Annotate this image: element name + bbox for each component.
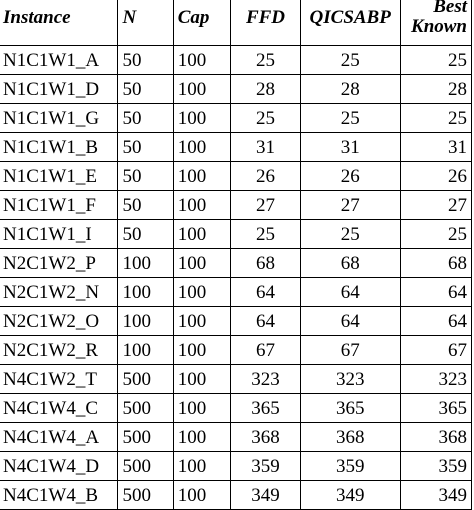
table-row	[0, 394, 472, 423]
cell-ffd: 67	[231, 336, 301, 365]
cell-qicsabp: 368	[300, 423, 400, 452]
cell-cap: 100	[173, 191, 231, 220]
cell-ffd: 25	[231, 104, 301, 133]
table-row	[0, 191, 472, 220]
cell-n: 50	[118, 104, 173, 133]
table-row	[0, 46, 472, 75]
cell-instance: N4C1W4_B	[0, 481, 118, 510]
cell-n: 50	[118, 133, 173, 162]
cell-n: 500	[118, 365, 173, 394]
cell-qicsabp: 28	[300, 75, 400, 104]
cell-ffd: 26	[231, 162, 301, 191]
table-row	[0, 162, 472, 191]
cell-instance: N2C1W2_R	[0, 336, 118, 365]
cell-cap: 100	[173, 307, 231, 336]
table-row	[0, 365, 472, 394]
cell-best-known: 25	[400, 46, 471, 75]
cell-instance: N1C1W1_F	[0, 191, 118, 220]
cell-best-known: 64	[400, 278, 471, 307]
table-row	[0, 423, 472, 452]
cell-n: 50	[118, 220, 173, 249]
cell-n: 100	[118, 249, 173, 278]
cell-qicsabp: 68	[300, 249, 400, 278]
cell-cap: 100	[173, 452, 231, 481]
cell-ffd: 27	[231, 191, 301, 220]
cell-ffd: 25	[231, 220, 301, 249]
cell-instance: N4C1W4_C	[0, 394, 118, 423]
cell-ffd: 323	[231, 365, 301, 394]
cell-qicsabp: 25	[300, 104, 400, 133]
cell-best-known: 25	[400, 104, 471, 133]
cell-best-known: 25	[400, 220, 471, 249]
header-qicsabp: QICSABP	[300, 0, 400, 46]
cell-n: 100	[118, 336, 173, 365]
cell-qicsabp: 359	[300, 452, 400, 481]
cell-instance: N1C1W1_E	[0, 162, 118, 191]
table-body	[0, 46, 472, 510]
cell-ffd: 64	[231, 307, 301, 336]
cell-instance: N1C1W1_I	[0, 220, 118, 249]
cell-best-known: 323	[400, 365, 471, 394]
table-row	[0, 104, 472, 133]
cell-instance: N1C1W1_B	[0, 133, 118, 162]
cell-qicsabp: 25	[300, 46, 400, 75]
cell-ffd: 28	[231, 75, 301, 104]
cell-qicsabp: 26	[300, 162, 400, 191]
cell-qicsabp: 64	[300, 278, 400, 307]
cell-ffd: 349	[231, 481, 301, 510]
cell-best-known: 67	[400, 336, 471, 365]
cell-ffd: 64	[231, 278, 301, 307]
cell-cap: 100	[173, 220, 231, 249]
header-ffd: FFD	[231, 0, 301, 46]
table-row	[0, 336, 472, 365]
cell-ffd: 368	[231, 423, 301, 452]
cell-best-known: 27	[400, 191, 471, 220]
cell-ffd: 68	[231, 249, 301, 278]
cell-qicsabp: 323	[300, 365, 400, 394]
cell-qicsabp: 349	[300, 481, 400, 510]
cell-n: 50	[118, 46, 173, 75]
cell-cap: 100	[173, 481, 231, 510]
cell-cap: 100	[173, 365, 231, 394]
cell-n: 500	[118, 452, 173, 481]
cell-best-known: 26	[400, 162, 471, 191]
cell-ffd: 25	[231, 46, 301, 75]
cell-instance: N1C1W1_G	[0, 104, 118, 133]
cell-ffd: 365	[231, 394, 301, 423]
header-best-known	[400, 0, 471, 46]
cell-n: 50	[118, 162, 173, 191]
cell-instance: N4C1W2_T	[0, 365, 118, 394]
cell-n: 500	[118, 423, 173, 452]
table-row	[0, 481, 472, 510]
cell-cap: 100	[173, 278, 231, 307]
header-n: N	[118, 0, 173, 46]
cell-instance: N4C1W4_A	[0, 423, 118, 452]
header-instance: Instance	[0, 0, 118, 46]
cell-qicsabp: 27	[300, 191, 400, 220]
cell-qicsabp: 31	[300, 133, 400, 162]
cell-best-known: 28	[400, 75, 471, 104]
cell-cap: 100	[173, 423, 231, 452]
table-row	[0, 249, 472, 278]
cell-ffd: 31	[231, 133, 301, 162]
cell-cap: 100	[173, 75, 231, 104]
cell-qicsabp: 365	[300, 394, 400, 423]
cell-n: 500	[118, 481, 173, 510]
cell-cap: 100	[173, 162, 231, 191]
cell-qicsabp: 25	[300, 220, 400, 249]
header-cap: Cap	[173, 0, 231, 46]
cell-n: 50	[118, 75, 173, 104]
cell-cap: 100	[173, 394, 231, 423]
cell-n: 100	[118, 307, 173, 336]
cell-qicsabp: 64	[300, 307, 400, 336]
cell-cap: 100	[173, 336, 231, 365]
cell-best-known: 349	[400, 481, 471, 510]
table-row	[0, 75, 472, 104]
cell-best-known: 368	[400, 423, 471, 452]
cell-best-known: 68	[400, 249, 471, 278]
cell-instance: N1C1W1_D	[0, 75, 118, 104]
table-row	[0, 278, 472, 307]
header-best-line2: Known	[411, 16, 467, 37]
table-header	[0, 0, 472, 46]
table-row	[0, 133, 472, 162]
cell-n: 50	[118, 191, 173, 220]
cell-cap: 100	[173, 249, 231, 278]
cell-qicsabp: 67	[300, 336, 400, 365]
cell-instance: N2C1W2_P	[0, 249, 118, 278]
cell-cap: 100	[173, 46, 231, 75]
cell-best-known: 31	[400, 133, 471, 162]
cell-cap: 100	[173, 104, 231, 133]
cell-instance: N2C1W2_N	[0, 278, 118, 307]
cell-instance: N1C1W1_A	[0, 46, 118, 75]
cell-best-known: 359	[400, 452, 471, 481]
cell-instance: N4C1W4_D	[0, 452, 118, 481]
cell-instance: N2C1W2_O	[0, 307, 118, 336]
cell-cap: 100	[173, 133, 231, 162]
table-row	[0, 307, 472, 336]
cell-n: 100	[118, 278, 173, 307]
cell-best-known: 365	[400, 394, 471, 423]
header-row	[0, 0, 472, 46]
cell-n: 500	[118, 394, 173, 423]
table-row	[0, 452, 472, 481]
cell-best-known: 64	[400, 307, 471, 336]
cell-ffd: 359	[231, 452, 301, 481]
table-row	[0, 220, 472, 249]
header-best-line1: Best	[433, 0, 467, 18]
